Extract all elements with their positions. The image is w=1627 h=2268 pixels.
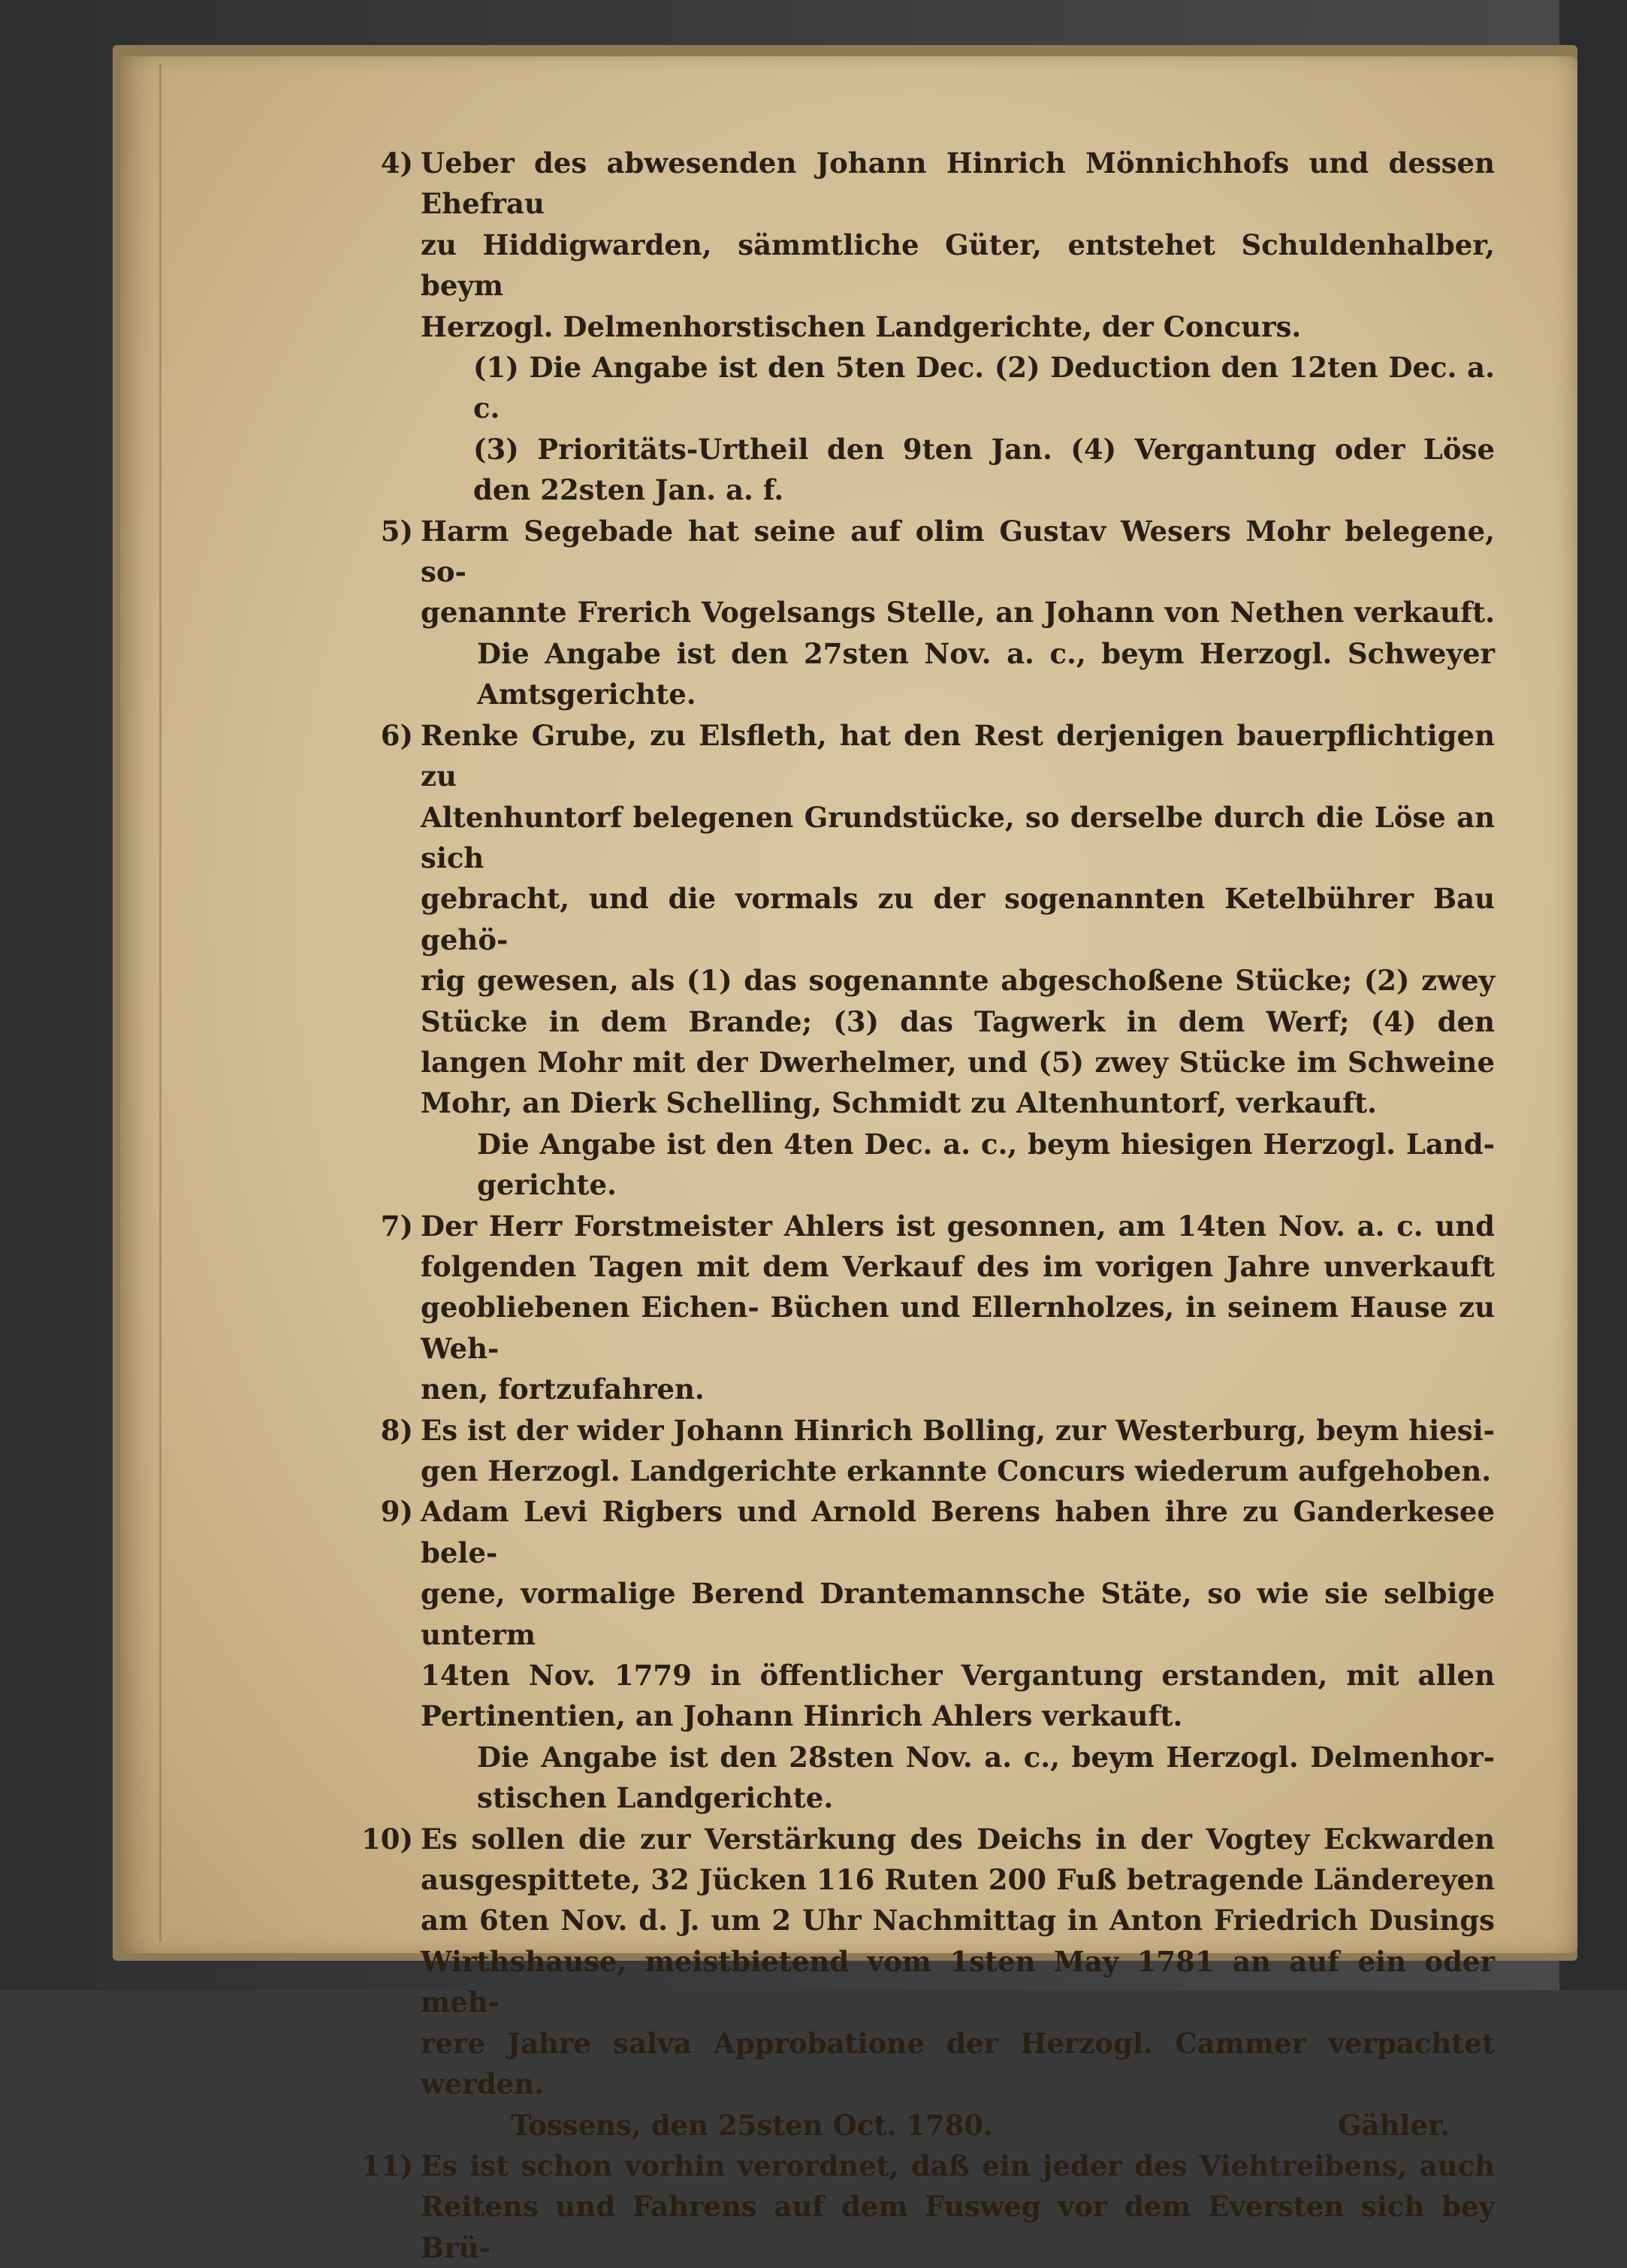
- text-line: Die Angabe ist den 27sten Nov. a. c., beym Herzogl. Schweyer: [477, 636, 1495, 670]
- entry-number: 5): [380, 514, 413, 548]
- text-line: gebracht, und die vormals zu der sogenannten Ketelbührer Bau gehö-: [421, 882, 1495, 956]
- text-line: den 22sten Jan. a. f.: [473, 473, 784, 507]
- text-line: Stücke in dem Brande; (3) das Tagwerk in dem Werf; (4) den: [421, 1004, 1495, 1038]
- text-line: 14ten Nov. 1779 in öffentlicher Vergantung erstanden, mit allen: [421, 1659, 1495, 1693]
- entry-7: [380, 1206, 1495, 1410]
- text-line: Es ist schon vorhin verordnet, daß ein jeder des Viehtreibens, auch: [421, 2149, 1495, 2182]
- text-line: Herzogl. Delmenhorstischen Landgerichte, der Concurs.: [421, 310, 1302, 343]
- text-line: gen Herzogl. Landgerichte erkannte Concurs wiederum aufgehoben.: [421, 1454, 1492, 1487]
- text-line: (3) Prioritäts-Urtheil den 9ten Jan. (4) Vergantung oder Löse: [473, 432, 1495, 466]
- entry-number: 11): [361, 2149, 413, 2182]
- text-line: Altenhuntorf belegenen Grundstücke, so derselbe durch die Löse an sich: [421, 800, 1495, 874]
- text-line: am 6ten Nov. d. J. um 2 Uhr Nachmittag in Anton Friedrich Dusings: [421, 1904, 1495, 1937]
- signature-line: [421, 2105, 1495, 2146]
- text-line: Der Herr Forstmeister Ahlers ist gesonnen, am 14ten Nov. a. c. und: [421, 1209, 1495, 1243]
- text-line: rere Jahre salva Approbatione der Herzogl. Cammer verpachtet werden.: [421, 2026, 1495, 2101]
- text-line: Mohr, an Dierk Schelling, Schmidt zu Altenhuntorf, verkauft.: [421, 1086, 1377, 1120]
- text-line: Adam Levi Rigbers und Arnold Berens haben ihre zu Ganderkesee bele-: [421, 1495, 1495, 1569]
- text-line: gene, vormalige Berend Drantemannsche Stäte, so wie sie selbige unterm: [421, 1577, 1495, 1651]
- text-line: Renke Grube, zu Elsfleth, hat den Rest derjenigen bauerpflichtigen zu: [421, 718, 1495, 793]
- signature-name: Gähler.: [1337, 2108, 1450, 2142]
- text-line: Es ist der wider Johann Hinrich Bolling, zur Westerburg, beym hiesi-: [421, 1413, 1495, 1447]
- text-line: genannte Frerich Vogelsangs Stelle, an Johann von Nethen verkauft.: [421, 596, 1495, 630]
- entry-11: [361, 2146, 1495, 2268]
- text-line: geobliebenen Eichen- Büchen und Ellernholzes, in seinem Hause zu Weh-: [421, 1291, 1495, 1365]
- text-line: Die Angabe ist den 4ten Dec. a. c., beym hiesigen Herzogl. Land-: [477, 1127, 1495, 1161]
- entry-number: 7): [380, 1209, 413, 1243]
- text-line: rig gewesen, als (1) das sogenannte abgeschoßene Stücke; (2) zwey: [421, 964, 1495, 998]
- text-line: ausgespittete, 32 Jücken 116 Ruten 200 Fuß betragende Ländereyen: [421, 1863, 1495, 1897]
- text-line: nen, fortzufahren.: [421, 1373, 705, 1406]
- text-line: Es sollen die zur Verstärkung des Deichs in der Vogtey Eckwarden: [421, 1822, 1495, 1856]
- text-line: zu Hiddigwarden, sämmtliche Güter, entstehet Schuldenhalber, beym: [421, 228, 1495, 303]
- entry-5: [380, 511, 1495, 715]
- page-gutter: [129, 64, 161, 1942]
- text-line: langen Mohr mit der Dwerhelmer, und (5) zwey Stücke im Schweine: [421, 1045, 1495, 1079]
- text-line: gerichte.: [477, 1168, 617, 1202]
- entry-4: [380, 143, 1495, 511]
- text-line: stischen Landgerichte.: [477, 1781, 834, 1815]
- entry-8: [380, 1410, 1495, 1492]
- entry-number: 9): [380, 1495, 413, 1529]
- entry-number: 10): [361, 1822, 413, 1856]
- entry-number: 4): [380, 146, 413, 180]
- text-line: folgenden Tagen mit dem Verkauf des im vorigen Jahre unverkauft: [421, 1249, 1495, 1283]
- text-line: Pertinentien, an Johann Hinrich Ahlers verkauft.: [421, 1699, 1183, 1733]
- text-line: Ueber des abwesenden Johann Hinrich Mönnichhofs und dessen Ehefrau: [421, 146, 1495, 221]
- page-text: [361, 143, 1495, 2268]
- text-line: (1) Die Angabe ist den 5ten Dec. (2) Deduction den 12ten Dec. a. c.: [473, 351, 1495, 425]
- text-line: Harm Segebade hat seine auf olim Gustav Wesers Mohr belegene, so-: [421, 514, 1495, 589]
- entry-number: 6): [380, 718, 413, 752]
- entry-9: [380, 1491, 1495, 1818]
- entry-6: [380, 715, 1495, 1206]
- text-line: Wirthshause, meistbietend vom 1sten May 1781 an auf ein oder meh-: [421, 1944, 1495, 2019]
- entry-10: [361, 1819, 1495, 2146]
- signature-place-date: Tossens, den 25sten Oct. 1780.: [511, 2108, 994, 2142]
- entry-number: 8): [380, 1413, 413, 1447]
- text-line: Reitens und Fahrens auf dem Fusweg vor dem Eversten sich bey Brü-: [421, 2190, 1495, 2264]
- text-line: Amtsgerichte.: [477, 678, 696, 711]
- text-line: Die Angabe ist den 28sten Nov. a. c., beym Herzogl. Delmenhor-: [477, 1740, 1495, 1774]
